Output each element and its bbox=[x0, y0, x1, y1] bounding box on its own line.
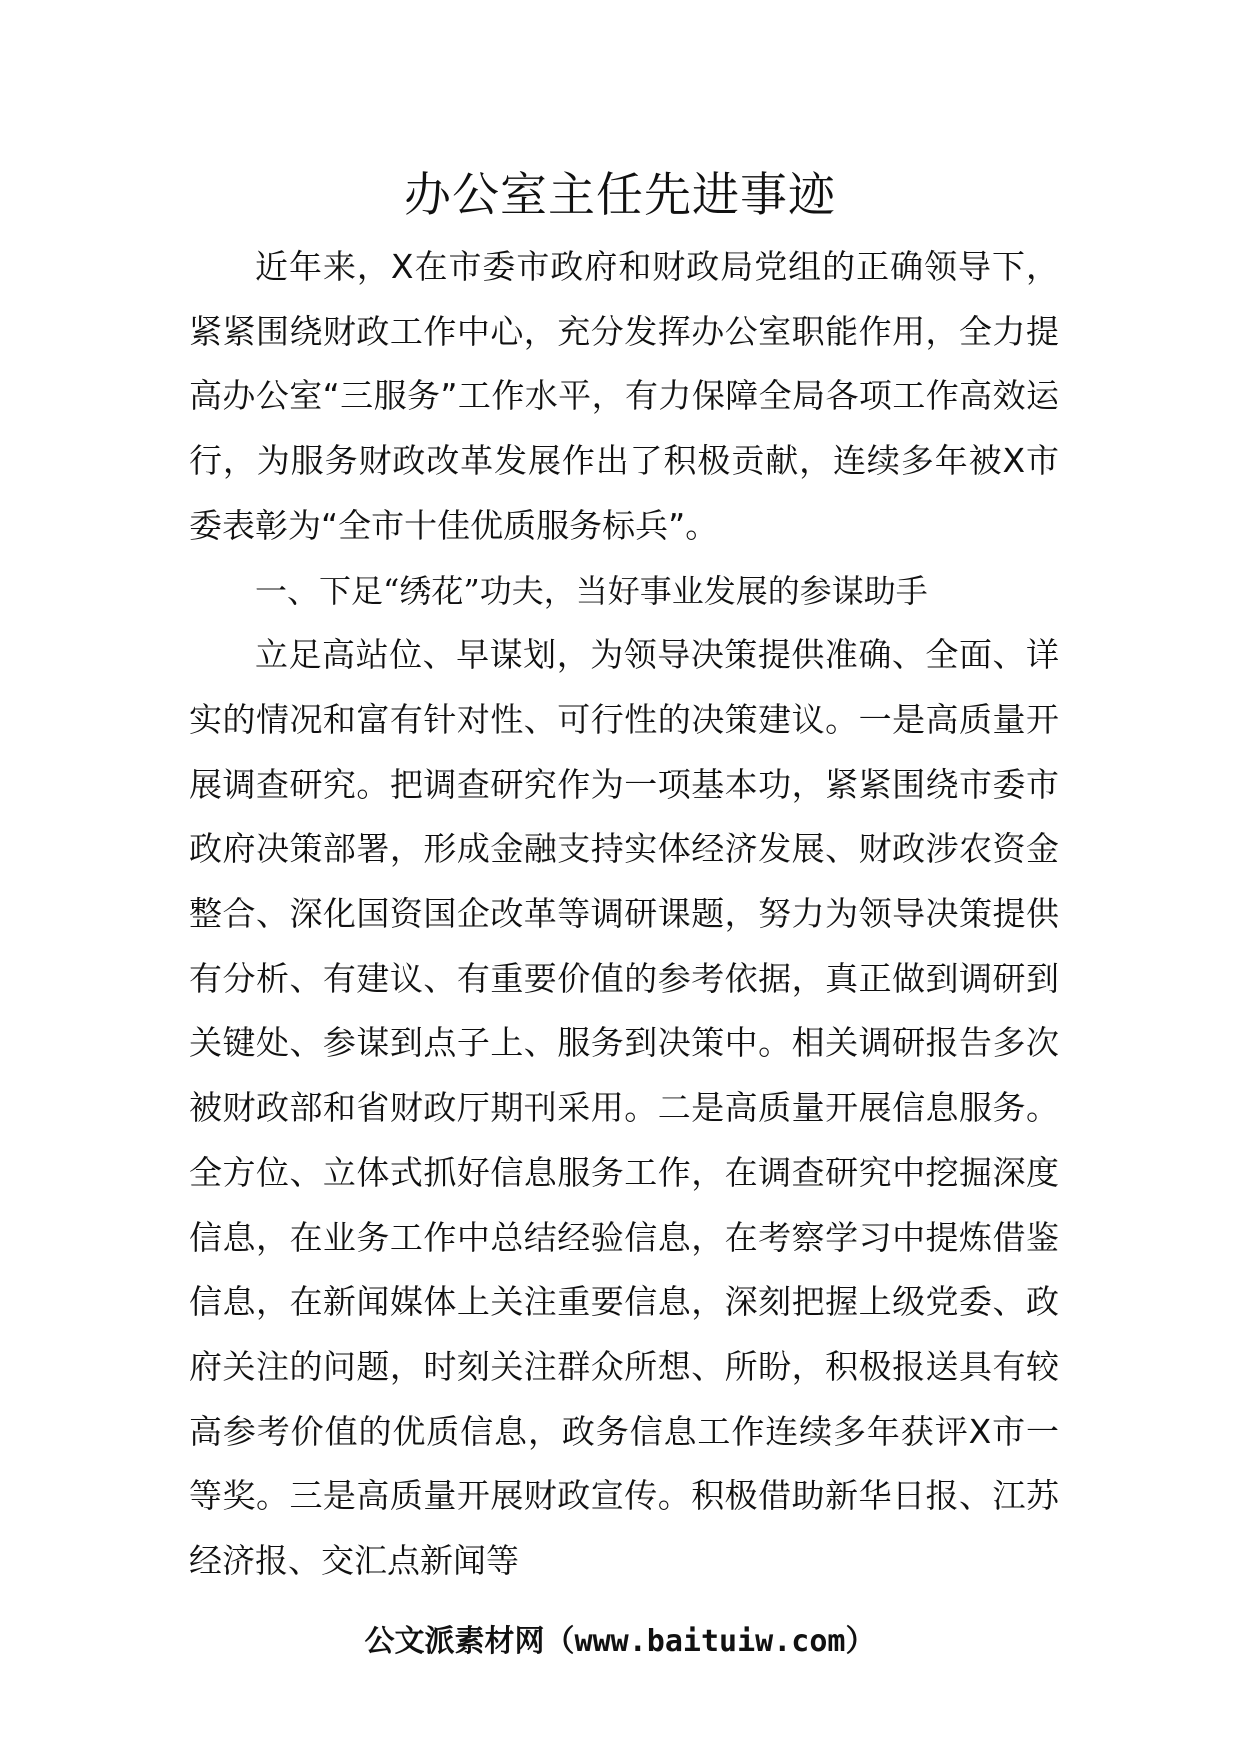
document-body bbox=[189, 235, 1059, 1594]
footer-url: www.baituiw.com bbox=[574, 1624, 846, 1659]
intro-paragraph: 近年来，X在市委市政府和财政局党组的正确领导下，紧紧围绕财政工作中心，充分发挥办公室职能作用，全力提高办公室“三服务”工作水平，有力保障全局各项工作高效运行，为服务财政改革发展作出了积极贡献，连续多年被X市委表彰为“全市十佳优质服务标兵”。 bbox=[189, 247, 1059, 545]
footer-close-paren: ） bbox=[845, 1624, 876, 1659]
footer-open-paren: （ bbox=[544, 1624, 575, 1659]
section-heading: 一、下足“绣花”功夫，当好事业发展的参谋助手 bbox=[255, 571, 928, 610]
document-title: 办公室主任先进事迹 bbox=[404, 168, 836, 223]
body-paragraph: 立足高站位、早谋划，为领导决策提供准确、全面、详实的情况和富有针对性、可行性的决策建议。一是高质量开展调查研究。把调查研究作为一项基本功，紧紧围绕市委市政府决策部署，形成金融支持实体经济发展、财政涉农资金整合、深化国资国企改革等调研课题，努力为领导决策提供有分析、有建议、有重要价值的参考依据，真正做到调研到关键处、参谋到点子上、服务到决策中。相关调研报告多次被财政部和省财政厅期刊采用。二是高质量开展信息服务。全方位、立体式抓好信息服务工作，在调查研究中挖掘深度信息，在业务工作中总结经验信息，在考察学习中提炼借鉴信息，在新闻媒体上关注重要信息，深刻把握上级党委、政府关注的问题，时刻关注群众所想、所盼，积极报送具有较高参考价值的优质信息，政务信息工作连续多年获评X市一等奖。三是高质量开展财政宣传。积极借助新华日报、江苏经济报、交汇点新闻等 bbox=[189, 635, 1059, 1581]
footer-watermark bbox=[0, 1622, 1240, 1662]
footer-site-name: 公文派素材网 bbox=[364, 1624, 545, 1659]
